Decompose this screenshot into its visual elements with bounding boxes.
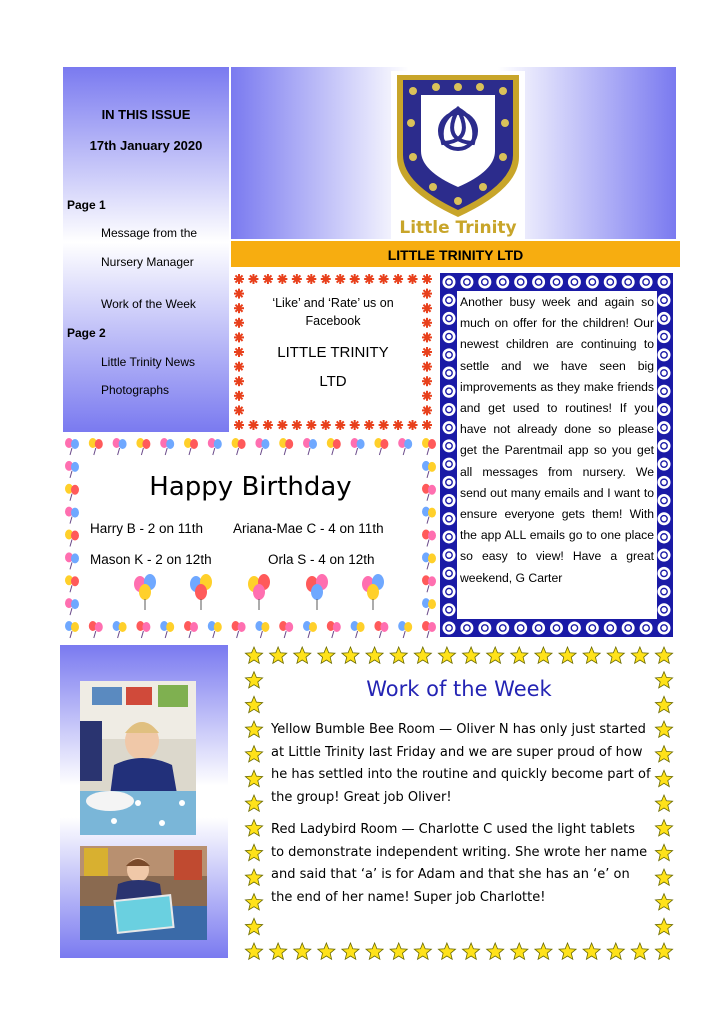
rosette-ornament xyxy=(443,603,456,616)
rosette-ornament xyxy=(658,549,671,562)
balloon-ornament xyxy=(351,621,365,638)
star-ornament xyxy=(366,943,383,959)
flower-ornament xyxy=(335,420,345,430)
flower-ornament xyxy=(335,274,345,284)
flower-ornament xyxy=(379,274,389,284)
balloon-ornament xyxy=(422,598,436,615)
balloon-ornament xyxy=(113,438,127,455)
flower-ornament xyxy=(364,274,374,284)
balloon-ornament xyxy=(422,575,436,592)
rosette-ornament xyxy=(532,622,545,635)
balloon-ornament xyxy=(232,438,246,455)
rosette-ornament xyxy=(640,276,653,289)
balloon-ornament xyxy=(232,621,246,638)
balloon-ornament xyxy=(279,438,293,455)
rosette-ornament xyxy=(604,622,617,635)
star-ornament xyxy=(487,943,504,959)
star-ornament xyxy=(245,918,262,934)
flower-ornament xyxy=(422,332,432,342)
balloon-cluster-icon xyxy=(190,574,212,610)
contents-item: Photographs xyxy=(101,383,170,397)
flower-ornament xyxy=(234,303,244,313)
star-ornament xyxy=(366,647,383,663)
birthday-content xyxy=(84,458,417,616)
rosette-ornament xyxy=(658,585,671,598)
star-ornament xyxy=(342,943,359,959)
rosette-ornament xyxy=(658,530,671,543)
star-ornament xyxy=(414,943,431,959)
rosette-ornament xyxy=(658,458,671,471)
balloon-ornament xyxy=(398,438,412,455)
balloon-ornament xyxy=(422,438,436,455)
company-name-line2: LTD xyxy=(319,373,347,390)
balloon-ornament xyxy=(208,438,222,455)
rosette-ornament xyxy=(443,348,456,361)
facebook-box xyxy=(232,272,434,432)
rosette-ornament xyxy=(550,276,563,289)
flower-ornament xyxy=(393,420,403,430)
flower-ornament xyxy=(234,289,244,299)
flower-ornament xyxy=(422,303,432,313)
star-ornament xyxy=(342,647,359,663)
star-ornament xyxy=(631,647,648,663)
balloon-ornament xyxy=(279,621,293,638)
balloon-ornament xyxy=(303,621,317,638)
rosette-ornament xyxy=(658,385,671,398)
rosette-ornament xyxy=(443,567,456,580)
flower-ornament xyxy=(234,332,244,342)
star-ornament xyxy=(318,647,335,663)
rosette-ornament xyxy=(443,312,456,325)
wotw-paragraph-2: Red Ladybird Room — Charlotte C used the light tablets to demonstrate independent writing. She wrote her name and said that ‘a’ is for Adam and that she has an ‘e’ on the end of her name! Super job Charlotte! xyxy=(271,822,648,905)
flower-ornament xyxy=(292,274,302,284)
star-ornament xyxy=(511,943,528,959)
star-ornament xyxy=(655,820,672,836)
balloon-ornament xyxy=(351,438,365,455)
star-ornament xyxy=(535,943,552,959)
rosette-ornament xyxy=(460,276,473,289)
flower-ornament xyxy=(321,420,331,430)
balloon-ornament xyxy=(255,621,269,638)
rosette-ornament xyxy=(658,330,671,343)
flower-ornament xyxy=(234,362,244,372)
star-ornament xyxy=(655,647,672,663)
flower-ornament xyxy=(422,420,432,430)
star-ornament xyxy=(655,770,672,786)
balloon-ornament xyxy=(65,507,79,524)
rosette-ornament xyxy=(443,294,456,307)
rosette-ornament xyxy=(622,276,635,289)
rosette-ornament xyxy=(586,276,599,289)
contents-item: Message from the xyxy=(101,226,198,240)
balloon-ornament xyxy=(65,438,79,455)
company-name-line1: LITTLE TRINITY xyxy=(277,344,389,361)
rosette-ornament xyxy=(514,276,527,289)
facebook-line2: Facebook xyxy=(305,314,361,328)
balloon-ornament xyxy=(65,575,79,592)
balloon-ornament xyxy=(65,621,79,638)
photo-charlotte xyxy=(80,846,207,940)
star-ornament xyxy=(655,943,672,959)
rosette-ornament xyxy=(443,476,456,489)
balloon-ornament xyxy=(422,484,436,501)
rosette-ornament xyxy=(658,512,671,525)
star-ornament xyxy=(535,647,552,663)
star-ornament xyxy=(655,746,672,762)
flower-ornament xyxy=(234,347,244,357)
facebook-line1: ‘Like’ and ‘Rate’ us on xyxy=(272,296,394,310)
manager-message-box xyxy=(440,273,673,637)
star-ornament xyxy=(655,869,672,885)
star-ornament xyxy=(583,647,600,663)
rosette-ornament xyxy=(640,622,653,635)
rosette-ornament xyxy=(443,585,456,598)
flower-ornament xyxy=(306,420,316,430)
rosette-ornament xyxy=(658,348,671,361)
star-ornament xyxy=(245,721,262,737)
star-ornament xyxy=(463,647,480,663)
balloon-ornament xyxy=(113,621,127,638)
wotw-paragraph-1: Yellow Bumble Bee Room — Oliver N has only just started at Little Trinity last Friday and we are super proud of how he has settled into the routine and quickly become part of the group! Great job Oliver! xyxy=(271,722,651,805)
flower-ornament xyxy=(422,274,432,284)
balloon-ornament xyxy=(327,621,341,638)
star-ornament xyxy=(631,943,648,959)
flower-ornament xyxy=(350,420,360,430)
flower-ornament xyxy=(364,420,374,430)
rosette-ornament xyxy=(496,276,509,289)
rosette-ornament xyxy=(658,439,671,452)
facebook-content xyxy=(246,286,420,418)
flower-ornament xyxy=(234,405,244,415)
flower-ornament xyxy=(350,274,360,284)
star-ornament xyxy=(607,647,624,663)
balloon-ornament xyxy=(184,621,198,638)
star-ornament xyxy=(655,918,672,934)
flower-ornament xyxy=(306,274,316,284)
balloon-ornament xyxy=(422,621,436,638)
flower-ornament xyxy=(234,391,244,401)
star-ornament xyxy=(607,943,624,959)
issue-heading: IN THIS ISSUE xyxy=(101,107,191,122)
contents-item: Work of the Week xyxy=(101,297,196,311)
balloon-cluster-icon xyxy=(306,574,328,610)
in-this-issue-panel xyxy=(63,67,229,432)
balloon-ornament xyxy=(65,484,79,501)
star-ornament xyxy=(245,820,262,836)
rosette-ornament xyxy=(443,622,456,635)
balloon-ornament xyxy=(374,438,388,455)
balloon-ornament xyxy=(255,438,269,455)
flower-ornament xyxy=(422,289,432,299)
rosette-ornament xyxy=(658,622,671,635)
star-ornament xyxy=(270,943,287,959)
rosette-ornament xyxy=(496,622,509,635)
star-ornament xyxy=(438,647,455,663)
balloon-ornament xyxy=(422,461,436,478)
balloon-ornament xyxy=(136,438,150,455)
flower-ornament xyxy=(379,420,389,430)
flower-ornament xyxy=(422,376,432,386)
rosette-ornament xyxy=(622,622,635,635)
star-ornament xyxy=(655,721,672,737)
balloon-ornament xyxy=(136,621,150,638)
star-ornament xyxy=(655,894,672,910)
rosette-ornament xyxy=(443,512,456,525)
star-ornament xyxy=(245,746,262,762)
flower-ornament xyxy=(292,420,302,430)
flower-ornament xyxy=(234,274,244,284)
title-bar: LITTLE TRINITY LTD xyxy=(231,241,680,267)
rosette-ornament xyxy=(443,439,456,452)
flower-ornament xyxy=(263,420,273,430)
manager-message-panel xyxy=(457,291,657,619)
star-ornament xyxy=(294,943,311,959)
rosette-ornament xyxy=(658,421,671,434)
birthday-title: Happy Birthday xyxy=(149,472,352,502)
balloon-ornament xyxy=(65,461,79,478)
rosette-ornament xyxy=(443,549,456,562)
flower-ornament xyxy=(408,420,418,430)
rosette-ornament xyxy=(443,330,456,343)
flower-ornament xyxy=(422,391,432,401)
rosette-ornament xyxy=(460,622,473,635)
rosette-ornament xyxy=(550,622,563,635)
rosette-ornament xyxy=(443,276,456,289)
balloon-ornament xyxy=(398,621,412,638)
birthday-entry: Ariana-Mae C - 4 on 11th xyxy=(233,521,384,536)
flower-ornament xyxy=(408,274,418,284)
balloon-cluster-icon xyxy=(248,574,270,610)
work-of-the-week-title: Work of the Week xyxy=(366,677,552,701)
rosette-ornament xyxy=(658,367,671,380)
rosette-ornament xyxy=(604,276,617,289)
rosette-ornament xyxy=(658,294,671,307)
photo-oliver xyxy=(80,681,196,835)
balloon-icons xyxy=(84,572,417,612)
rosette-ornament xyxy=(443,367,456,380)
balloon-ornament xyxy=(327,438,341,455)
rosette-ornament xyxy=(568,276,581,289)
balloon-ornament xyxy=(65,552,79,569)
rosette-ornament xyxy=(568,622,581,635)
issue-date: 17th January 2020 xyxy=(89,138,203,153)
birthday-entry: Orla S - 4 on 12th xyxy=(268,552,375,567)
rosette-ornament xyxy=(443,458,456,471)
work-of-the-week-box xyxy=(243,645,675,963)
rosette-ornament xyxy=(443,385,456,398)
contents-item: Nursery Manager xyxy=(101,255,194,269)
star-ornament xyxy=(463,943,480,959)
star-ornament xyxy=(270,647,287,663)
rosette-ornament xyxy=(514,622,527,635)
balloon-ornament xyxy=(65,598,79,615)
flower-ornament xyxy=(263,274,273,284)
star-ornament xyxy=(245,795,262,811)
flower-ornament xyxy=(393,274,403,284)
star-ornament xyxy=(390,647,407,663)
flower-ornament xyxy=(422,362,432,372)
star-ornament xyxy=(245,943,262,959)
contents-item: Little Trinity News xyxy=(101,355,196,369)
star-ornament xyxy=(655,844,672,860)
rosette-ornament xyxy=(658,312,671,325)
star-ornament xyxy=(583,943,600,959)
balloon-ornament xyxy=(89,438,103,455)
star-ornament xyxy=(245,770,262,786)
balloon-ornament xyxy=(65,530,79,547)
star-ornament xyxy=(245,647,262,663)
flower-ornament xyxy=(422,318,432,328)
school-logo xyxy=(391,71,525,239)
rosette-ornament xyxy=(658,403,671,416)
logo-text: Little Trinity xyxy=(399,218,517,238)
birthday-box xyxy=(62,436,439,639)
star-ornament xyxy=(294,647,311,663)
flower-ornament xyxy=(321,274,331,284)
star-ornament xyxy=(245,844,262,860)
balloon-ornament xyxy=(89,621,103,638)
star-ornament xyxy=(559,647,576,663)
star-ornament xyxy=(245,869,262,885)
rosette-ornament xyxy=(658,603,671,616)
rosette-ornament xyxy=(443,403,456,416)
star-ornament xyxy=(655,795,672,811)
star-ornament xyxy=(318,943,335,959)
manager-message-text: Another busy week and again so much on offer for the children! Our newest children are continuing to settle and we have seen big improvements as they make friends and get used to routines! If you have not already done so please get the Parentmail app so you get all messages from nursery. We send out many emails and I want to ensure everyone gets them! With the app ALL emails go to one place so easy to view! Have a great weekend, G Carter xyxy=(460,295,654,585)
flower-ornament xyxy=(234,420,244,430)
rosette-ornament xyxy=(443,530,456,543)
balloon-ornament xyxy=(374,621,388,638)
birthday-entry: Harry B - 2 on 11th xyxy=(90,521,204,536)
flower-ornament xyxy=(422,347,432,357)
star-ornament xyxy=(511,647,528,663)
star-ornament xyxy=(414,647,431,663)
rosette-ornament xyxy=(586,622,599,635)
balloon-ornament xyxy=(303,438,317,455)
balloon-cluster-icon xyxy=(134,574,156,610)
rosette-ornament xyxy=(658,476,671,489)
balloon-ornament xyxy=(422,552,436,569)
flower-ornament xyxy=(422,405,432,415)
rosette-ornament xyxy=(532,276,545,289)
flower-ornament xyxy=(277,420,287,430)
flower-ornament xyxy=(277,274,287,284)
balloon-ornament xyxy=(160,621,174,638)
rosette-ornament xyxy=(658,276,671,289)
balloon-ornament xyxy=(422,530,436,547)
rosette-ornament xyxy=(443,421,456,434)
star-ornament xyxy=(438,943,455,959)
rosette-ornament xyxy=(658,567,671,580)
flower-ornament xyxy=(234,376,244,386)
balloon-ornament xyxy=(422,507,436,524)
flower-ornament xyxy=(234,318,244,328)
star-ornament xyxy=(559,943,576,959)
balloon-ornament xyxy=(208,621,222,638)
rosette-ornament xyxy=(478,276,491,289)
balloon-cluster-icon xyxy=(362,574,384,610)
flower-ornament xyxy=(248,274,258,284)
birthday-entry: Mason K - 2 on 12th xyxy=(90,552,212,567)
rosette-ornament xyxy=(478,622,491,635)
rosette-ornament xyxy=(658,494,671,507)
rosette-ornament xyxy=(443,494,456,507)
star-ornament xyxy=(487,647,504,663)
star-ornament xyxy=(390,943,407,959)
page1-label: Page 1 xyxy=(67,198,106,212)
star-ornament xyxy=(245,894,262,910)
page2-label: Page 2 xyxy=(67,326,106,340)
balloon-ornament xyxy=(160,438,174,455)
flower-ornament xyxy=(248,420,258,430)
balloon-ornament xyxy=(184,438,198,455)
